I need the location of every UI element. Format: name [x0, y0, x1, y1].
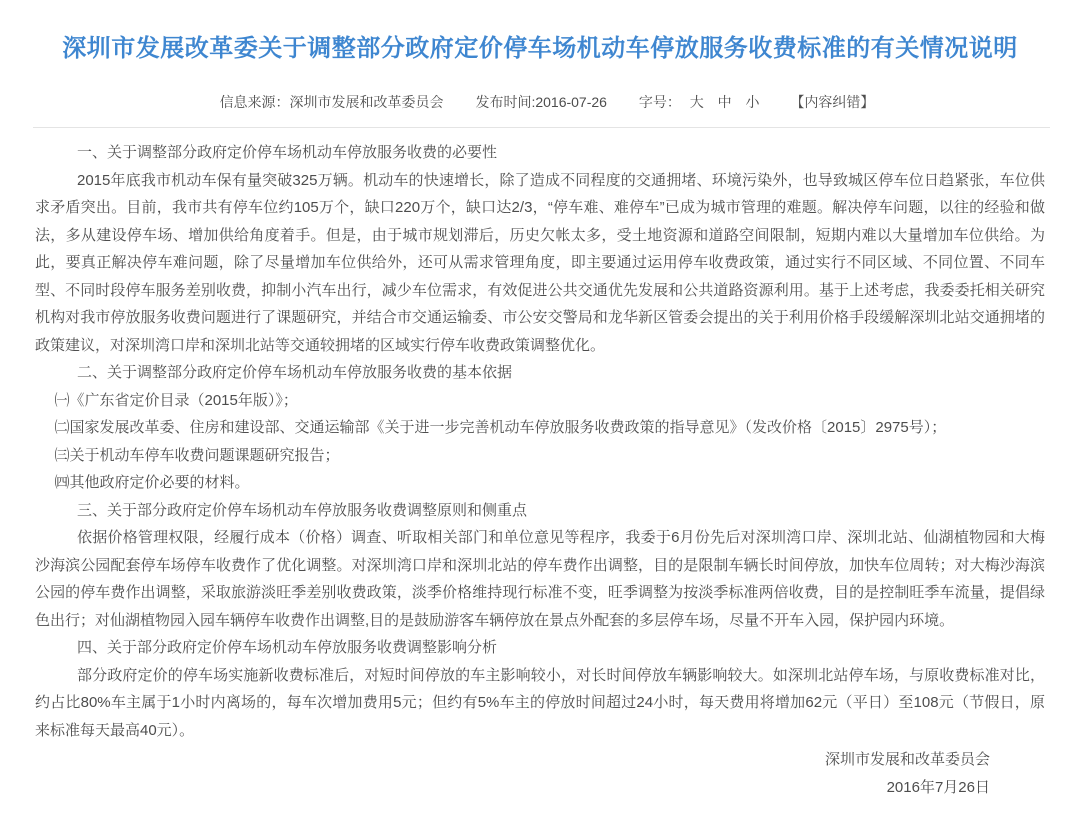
paragraph: 依据价格管理权限，经履行成本（价格）调查、听取相关部门和单位意见等程序，我委于6月份先后对深圳湾口岸、深圳北站、仙湖植物园和大梅沙海滨公园配套停车场停车收费作了优化调整。对深圳湾口岸和深圳北站的停车费作出调整，目的是限制车辆长时间停放，加快车位周转；对大梅沙海滨公园的停车费作出调整，采取旅游淡旺季差别收费政策，淡季价格维持现行标准不变，旺季调整为按淡季标准两倍收费，目的是控制旺季车流量，提倡绿色出行；对仙湖植物园入园车辆停车收费作出调整,目的是鼓励游客车辆停放在景点外配套的多层停车场，尽量不开车入园，保护园内环境。 — [35, 529, 1045, 629]
section-heading: 四、关于部分政府定价停车场机动车停放服务收费调整影响分析 — [77, 639, 498, 656]
content-correction-link[interactable]: 【内容纠错】 — [790, 94, 875, 110]
info-source: 信息来源：深圳市发展和改革委员会 — [219, 94, 444, 110]
publish-time: 发布时间:2016-07-26 — [475, 94, 607, 110]
font-size-label: 字号： — [638, 94, 681, 110]
font-size-large[interactable]: 大 — [689, 94, 704, 110]
list-item: ㈠《广东省定价目录（2015年版）》； — [54, 391, 298, 409]
section-heading: 二、关于调整部分政府定价停车场机动车停放服务收费的基本依据 — [77, 364, 513, 381]
font-size-control — [639, 94, 769, 110]
article-meta — [0, 92, 1080, 112]
font-size-medium[interactable]: 中 — [717, 94, 732, 110]
paragraph: 2015年底我市机动车保有量突破325万辆。机动车的快速增长，除了造成不同程度的交通拥堵、环境污染外，也导致城区停车位日趋紧张，车位供求矛盾突出。目前，我市共有停车位约105万个，缺口220万个，缺口达2/3，“停车难、难停车”已成为城市管理的难题。解决停车问题，以往的经验和做法，多从建设停车场、增加供给角度着手。但是，由于城市规划滞后，历史欠帐太多，受土地资源和道路空间限制，短期内难以大量增加车位供给。为此，要真正解决停车难问题，除了尽量增加车位供给外，还可从需求管理角度，即主要通过运用停车收费政策，通过实行不同区域、不同位置、不同车型、不同时段停车服务差别收费，抑制小汽车出行，减少车位需求，有效促进公共交通优先发展和公共道路资源利用。基于上述考虑，我委委托相关研究机构对我市停放服务收费问题进行了课题研究，并结合市交通运输委、市公安交警局和龙华新区管委会提出的关于利用价格手段缓解深圳北站交通拥堵的政策建议，对深圳湾口岸和深圳北站等交通较拥堵的区域实行停车收费政策调整优化。 — [35, 171, 1045, 354]
paragraph: 部分政府定价的停车场实施新收费标准后，对短时间停放的车主影响较小，对长时间停放车辆影响较大。如深圳北站停车场，与原收费标准对比，约占比80%车主属于1小时内离场的，每车次增加费用5元；但约有5%车主的停放时间超过24小时，每天费用将增加62元（平日）至108元（节假日，原来标准每天最高40元）。 — [35, 666, 1045, 739]
section-heading: 一、关于调整部分政府定价停车场机动车停放服务收费的必要性 — [77, 144, 498, 161]
section-heading: 三、关于部分政府定价停车场机动车停放服务收费调整原则和侧重点 — [77, 501, 528, 519]
signature-organization: 深圳市发展和改革委员会 — [824, 751, 990, 768]
font-size-small[interactable]: 小 — [745, 94, 760, 110]
list-item: ㈣其他政府定价必要的材料。 — [54, 474, 250, 491]
list-item: ㈡国家发展改革委、住房和建设部、交通运输部《关于进一步完善机动车停放服务收费政策的指导意见》（发改价格〔2015〕2975号）； — [54, 419, 947, 436]
page-title: 深圳市发展改革委关于调整部分政府定价停车场机动车停放服务收费标准的有关情况说明 — [62, 35, 1018, 62]
document-body — [35, 139, 1045, 744]
header-divider — [33, 127, 1050, 128]
signature-date: 2016年7月26日 — [886, 778, 990, 796]
signature-block — [0, 746, 1080, 801]
list-item: ㈢关于机动车停车收费问题课题研究报告； — [54, 446, 340, 464]
